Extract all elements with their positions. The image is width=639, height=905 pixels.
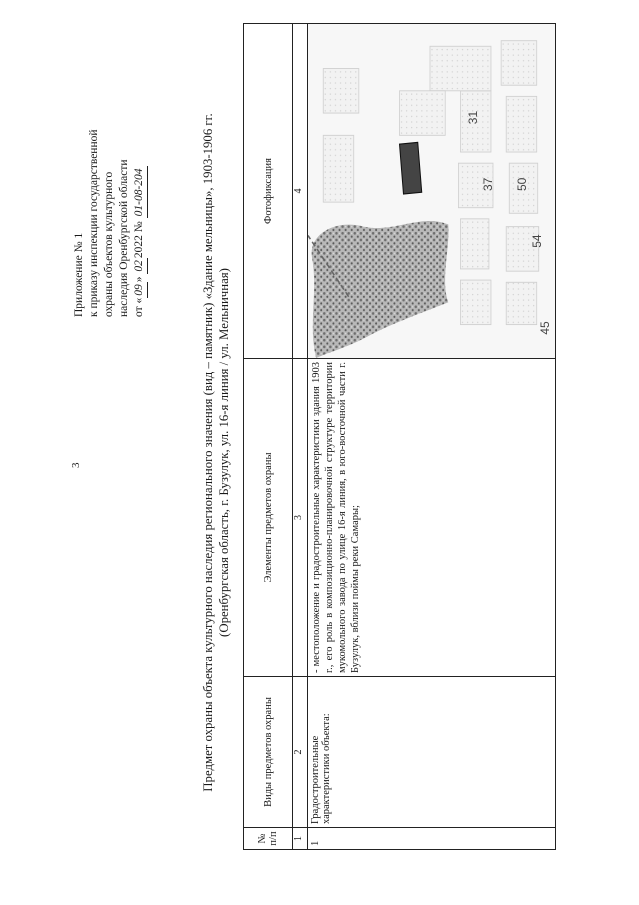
- header-photo: Фотофиксация: [244, 24, 293, 359]
- column-number: 3: [293, 359, 308, 677]
- page-number: 3: [70, 462, 82, 468]
- column-number-row: [293, 24, 308, 850]
- appendix-header: [72, 17, 148, 317]
- date-day: 09: [132, 282, 148, 298]
- column-number: 4: [293, 24, 308, 359]
- table-row: [308, 24, 556, 850]
- appendix-order-line: наследия Оренбургской области: [118, 159, 130, 317]
- protection-subject-table: [243, 23, 556, 850]
- column-number: 1: [293, 828, 308, 850]
- site-map-image: [308, 24, 555, 358]
- object-highlight-marker: [400, 142, 422, 194]
- number-label: №: [133, 221, 145, 233]
- document-subtitle: (Оренбургская область, г. Бузулук, ул. 16-я линия / ул. Мельничная): [217, 268, 231, 637]
- table-header-row: [244, 24, 293, 850]
- date-prefix: от «: [133, 297, 145, 317]
- date-year: 2022: [133, 235, 145, 259]
- elements-text: - местоположение и градостроительные характеристики здания 1903 г., его роль в композиционно-планировочной структуре территории мукомольного завода по улице 16-я линия, в юго-восточной части г. Бузулук, вблизи поймы реки Самары;: [311, 362, 361, 673]
- map-label: 31: [466, 110, 481, 125]
- appendix-order-line: охраны объектов культурного: [103, 171, 115, 317]
- appendix-title: Приложение № 1: [73, 232, 85, 317]
- protection-type: Градостроительные характеристики объекта:: [308, 677, 556, 828]
- header-elements: Элементы предметов охраны: [244, 359, 293, 677]
- date-month: 02: [132, 258, 148, 274]
- appendix-date-line: [132, 17, 148, 317]
- appendix-order-line: к приказу инспекции государственной: [88, 129, 100, 317]
- photo-cell: [308, 24, 556, 359]
- map-label: 50: [515, 177, 530, 191]
- document-title: Предмет охраны объекта культурного наследия регионального значения (вид – памятник) «Здание мельницы», 1903-1906 гг.: [201, 113, 215, 792]
- column-number: 2: [293, 677, 308, 828]
- header-types: Виды предметов охраны: [244, 677, 293, 828]
- protection-elements: [308, 359, 556, 677]
- header-number: № п/п: [244, 828, 293, 850]
- row-number: 1: [308, 828, 556, 850]
- map-label: 54: [530, 234, 545, 248]
- map-label: 37: [480, 177, 495, 191]
- date-mid: »: [133, 276, 145, 283]
- map-svg: [308, 24, 555, 358]
- map-label: 45: [537, 321, 552, 335]
- order-number: 01-08-204: [132, 166, 148, 218]
